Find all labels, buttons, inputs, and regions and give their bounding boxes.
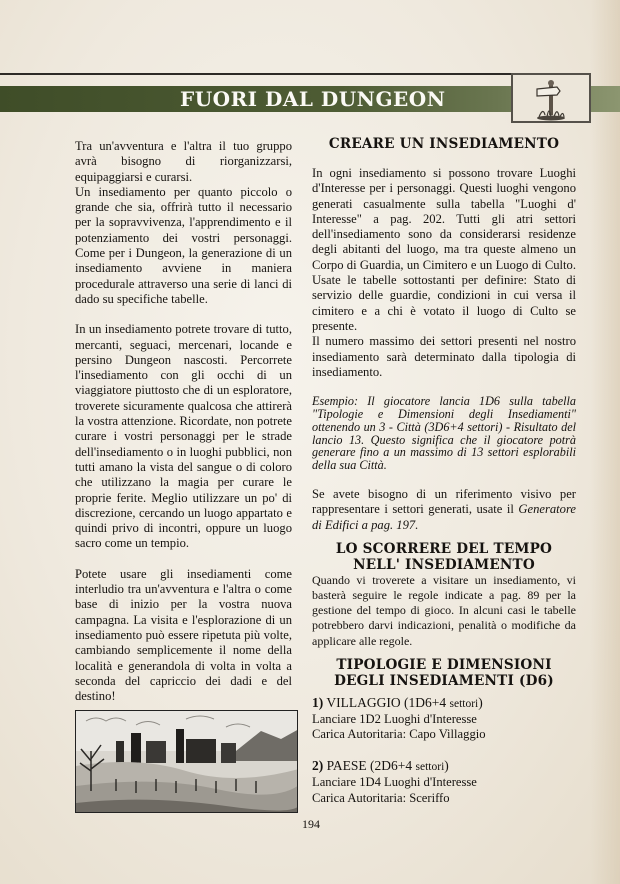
village-authority: Carica Autoritaria: Capo Villaggio [312, 727, 486, 742]
village-dice: (1D6+4 [404, 694, 447, 710]
left-column [75, 139, 292, 704]
town-number: 2) [312, 758, 324, 774]
page-edge-shadow [590, 0, 620, 884]
signpost-icon [529, 77, 575, 121]
section-heading-create-settlement: CREARE UN INSEDIAMENTO [328, 136, 560, 152]
heading-types-line2: DEGLI INSEDIAMENTI (D6) [334, 672, 554, 689]
chapter-corner-emblem [511, 73, 591, 123]
max-sectors-paragraph: Il numero massimo dei settori presenti nel nostro insediamento sarà determinato dalla tipologia di insediamento. [312, 334, 576, 379]
village-name: VILLAGGIO [326, 694, 401, 710]
medieval-town-illustration [75, 710, 298, 813]
town-landscape-image [76, 711, 298, 813]
village-number: 1) [312, 694, 324, 710]
town-dice: (2D6+4 [370, 758, 413, 774]
village-places: Lanciare 1D2 Luoghi d'Interesse [312, 711, 477, 726]
create-settlement-paragraph: In ogni insediamento si possono trovare Luoghi d'Interesse per i personaggi. Questi luoghi vengono generati casualmente sulla tabella "Luoghi d' Interesse" a pag. 202. Tutti gli atri settori dell'insediamento sono da considerarsi residenze degli abitanti del luogo, ma tra queste almeno un Corpo di Guardia, un Cimitero e un Luogo di Culto. Usate le tabelle sottostanti per definire: Stato di servizio delle guardie, condizioni in cui versa il cimitero e a chi è votato il luogo di Culto se presente. [312, 166, 576, 333]
building-generator-reference: Generatore di Edifici a pag. 197. [312, 502, 576, 532]
chapter-title: FUORI DAL DUNGEON [180, 87, 446, 111]
header-rule [0, 73, 512, 75]
section-heading-time [312, 541, 576, 573]
town-dice-close: ) [444, 758, 449, 774]
town-dice-unit: settori [415, 761, 445, 774]
village-dice-close: ) [478, 694, 483, 710]
heading-time-line1: LO SCORRERE DEL TEMPO [335, 540, 553, 557]
intro-paragraph: Tra un'avventura e l'altra il tuo gruppo avrà bisogno di riorganizzarsi, equipaggiarsi e curarsi. [75, 139, 292, 184]
heading-types-line1: TIPOLOGIE E DIMENSIONI [336, 656, 552, 673]
section-heading-settlement-types [312, 657, 576, 689]
town-places: Lanciare 1D4 Luoghi d'Interesse [312, 775, 477, 790]
time-paragraph: Quando vi troverete a visitare un insediamento, vi basterà seguire le regole indicate a pag. 89 per la gestione del tempo di gioco. In alcuni casi le tabelle potrebbero darvi indicazioni, penalità o modifiche da applicare alle regole. [312, 572, 576, 648]
heading-time-line2: NELL' INSEDIAMENTO [353, 556, 535, 573]
settlement-type-town [312, 758, 576, 806]
village-dice-unit: settori [449, 697, 479, 710]
exploration-paragraph: In un insediamento potrete trovare di tutto, mercanti, seguaci, mercenari, locande e persino Dungeon nascosti. Percorrete l'insediamento con gli occhi di un viaggiatore piuttosto che di un esploratore, troverete sicuramente qualcosa che attirerà la vostra attenzione. Ricordate, non potrete curare i vostri personaggi per le strade dell'insediamento o in luoghi pubblici, non tutti amano la vista del sangue o di coloro che utilizzano la magia per curare le proprie ferite. Meglio utilizzare un po' di discrezione, cercando un luogo appartato e quindi privo di incontri, oppure un luogo sacro come un tempio. [75, 322, 292, 551]
settlement-paragraph: Un insediamento per quanto piccolo o grande che sia, offrirà tutto il necessario per la sopravvivenza, l'apprendimento e il potenziamento dei vostri personaggi. Come per i Dungeon, la generazione di un insediamento avviene in maniera procedurale attraverso una serie di lanci di dado su specifiche tabelle. [75, 184, 292, 306]
visual-reference-text: Se avete bisogno di un riferimento visivo per rappresentare i settori generati, usate il [312, 486, 576, 517]
page-number: 194 [302, 817, 320, 831]
town-title [312, 758, 576, 775]
interlude-paragraph: Potete usare gli insediamenti come interludio tra un'avventura e l'altra o come base di inizio per la vostra nuova campagna. La visita e l'esplorazione di un insediamento può essere ripetuta più volte, cambiando semplicemente il nome della località e generandola di volta in volta a seconda del capriccio dei dadi e del destino! [75, 566, 292, 704]
visual-reference-paragraph [312, 487, 576, 533]
right-column [312, 136, 576, 806]
town-name: PAESE [326, 758, 367, 774]
village-title [312, 695, 576, 712]
example-paragraph: Esempio: Il giocatore lancia 1D6 sulla tabella "Tipologie e Dimensioni degli Insediamenti" ottenendo un 3 - Città (3D6+4 settori) - Risultato del lancio 13. Questo significa che il giocatore potrà generare fino a un massimo di 13 settori esplorabili della sua Città. [312, 394, 576, 473]
town-authority: Carica Autoritaria: Sceriffo [312, 790, 450, 805]
settlement-type-village [312, 695, 576, 743]
